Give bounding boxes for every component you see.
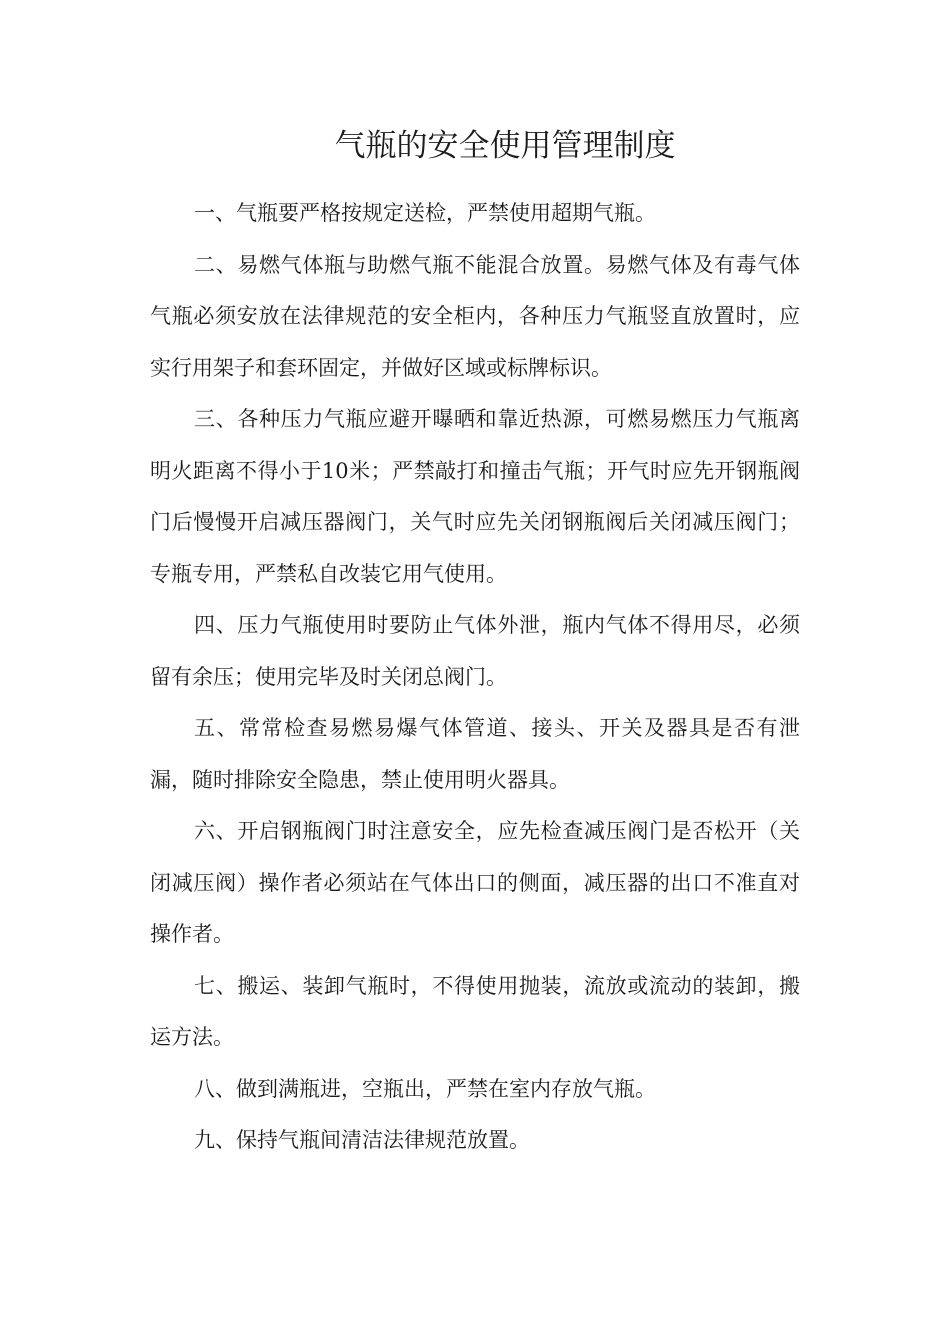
document-body [150, 188, 800, 1167]
rule-paragraph-8: 八、做到满瓶进，空瓶出，严禁在室内存放气瓶。 [194, 1076, 656, 1101]
document-title: 气瓶的安全使用管理制度 [334, 128, 676, 164]
rule-paragraph-7: 七、搬运、装卸气瓶时，不得使用抛装，流放或流动的装卸，搬运方法。 [150, 973, 800, 1049]
rule-paragraph-5: 五、常常检查易燃易爆气体管道、接头、开关及器具是否有泄漏，随时排除安全隐患，禁止使用明火器具。 [150, 716, 800, 792]
rule-paragraph-3: 三、各种压力气瓶应避开曝晒和靠近热源，可燃易燃压力气瓶离明火距离不得小于10米；严禁敲打和撞击气瓶；开气时应先开钢瓶阀门后慢慢开启减压器阀门，关气时应先关闭钢瓶阀后关闭减压阀门；专瓶专用，严禁私自改装它用气使用。 [150, 407, 800, 586]
rule-paragraph-4: 四、压力气瓶使用时要防止气体外泄，瓶内气体不得用尽，必须留有余压；使用完毕及时关闭总阀门。 [150, 613, 800, 689]
rule-paragraph-1: 一、气瓶要严格按规定送检，严禁使用超期气瓶。 [194, 201, 656, 225]
rule-paragraph-2: 二、易燃气体瓶与助燃气瓶不能混合放置。易燃气体及有毒气体气瓶必须安放在法律规范的安全柜内，各种压力气瓶竖直放置时，应实行用架子和套环固定，并做好区域或标牌标识。 [150, 252, 800, 380]
rule-paragraph-9: 九、保持气瓶间清洁法律规范放置。 [194, 1128, 530, 1152]
rule-paragraph-6: 六、开启钢瓶阀门时注意安全，应先检查减压阀门是否松开（关闭减压阀）操作者必须站在气体出口的侧面，减压器的出口不准直对操作者。 [150, 819, 800, 946]
